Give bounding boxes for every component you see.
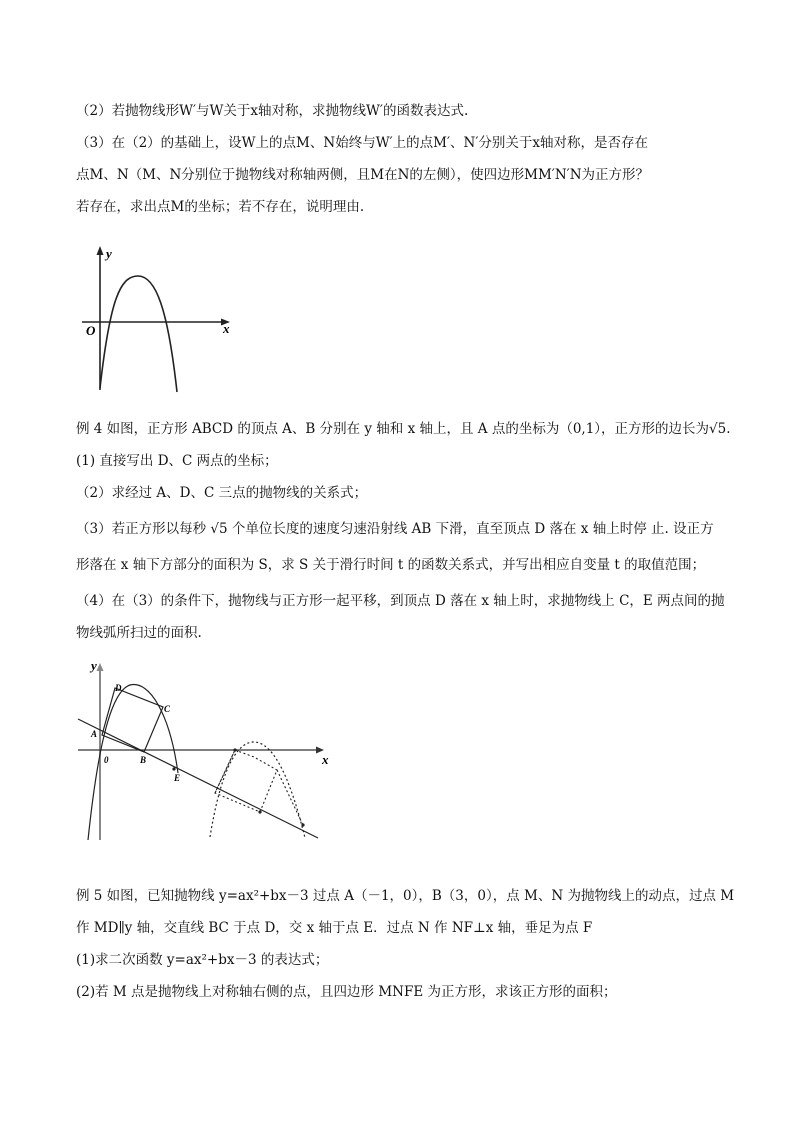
fig1-x-label: x [223, 321, 230, 336]
question-3-line-2: 点M、N（M、N分别位于抛物线对称轴两侧，且M在N的左侧），使四边形MM′N′N为正方形？ [76, 167, 650, 183]
fig2-point-e: E [174, 773, 181, 783]
question-3-line-1: （3）在（2）的基础上，设W上的点M、N始终与W′上的点M′、N′分别关于x轴对称，是否存在 [76, 135, 649, 151]
fig1-y-label: y [106, 246, 112, 261]
example-4-part-4-line-2: 物线弧所扫过的面积. [76, 625, 202, 641]
square-parabola-figure [70, 655, 335, 850]
fig2-point-b: B [140, 755, 147, 765]
fig2-y-label: y [91, 658, 97, 673]
fig2-point-a: A [91, 729, 98, 739]
example-4-part-4-line-1: （4）在（3）的条件下，抛物线与正方形一起平移，到顶点 D 落在 x 轴上时，求抛物线上 C，E 两点间的抛 [76, 593, 725, 609]
example-4-part-3-line-2: 形落在 x 轴下方部分的面积为 S，求 S 关于滑行时间 t 的函数关系式，并写出相应自变量 t 的取值范围； [76, 557, 706, 573]
fig2-x-label: x [322, 752, 329, 767]
example-5-part-2: (2)若 M 点是抛物线上对称轴右侧的点，且四边形 MNFE 为正方形，求该正方形的面积； [76, 984, 617, 1000]
example-4-intro: 例 4 如图，正方形 ABCD 的顶点 A、B 分别在 y 轴和 x 轴上，且 A 点的坐标为（0,1），正方形的边长为√5. [76, 421, 731, 437]
question-3-line-3: 若存在，求出点M的坐标；若不存在，说明理由. [76, 199, 365, 215]
example-5-intro-line-2: 作 MD∥y 轴，交直线 BC 于点 D，交 x 轴于点 E．过点 N 作 NF⊥x 轴，垂足为点 F [76, 920, 593, 936]
fig2-origin-label: 0 [104, 755, 109, 765]
example-4-part-2: （2）求经过 A、D、C 三点的抛物线的关系式； [76, 485, 368, 501]
parabola-figure-1 [78, 240, 238, 395]
example-5-intro-line-1: 例 5 如图，已知抛物线 y=ax²+bx－3 过点 A（－1，0），B（3，0），点 M、N 为抛物线上的动点，过点 M [76, 888, 735, 904]
fig2-point-d: D [115, 683, 122, 693]
fig2-point-c: C [164, 704, 171, 714]
example-5-part-1: (1)求二次函数 y=ax²+bx－3 的表达式； [76, 952, 329, 968]
example-4-part-3-line-1: （3）若正方形以每秒 √5 个单位长度的速度匀速沿射线 AB 下滑，直至顶点 D 落在 x 轴上时停 止. 设正方 [76, 521, 714, 537]
example-4-part-1: (1) 直接写出 D、C 两点的坐标； [76, 453, 278, 469]
fig1-origin-label: O [86, 323, 96, 338]
question-2: （2）若抛物线形W′与W关于x轴对称，求抛物线W′的函数表达式. [76, 103, 469, 119]
